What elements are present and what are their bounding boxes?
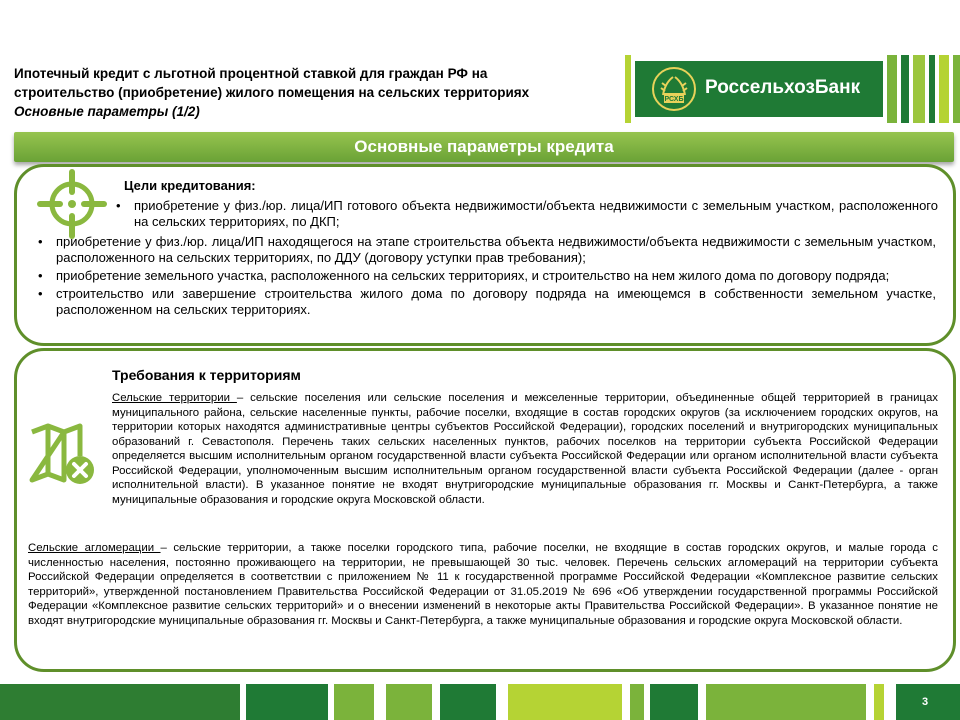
rural-territories-text: – сельские поселения или сельские поселения и межселенные территории, объединенные общей территорией в границах муниципального района, сельские населенные пункты, рабочие поселки, входящие в состав городских округов (за исключением городских округов, на территории которых находятся административные центры субъектов Российской Федерации), городских поселений и внутригородских муниципальных образований г. Севастополя. Перечень таких сельских населенных пунктов, рабочих поселков на территории субъекта Российской Федерации определяется высшим исполнительным органом государственной власти субъекта Российской Федерации или органом исполнительной власти субъекта Российской Федерации, уполномоченным высшим исполнительным органом государственной власти субъекта Российской Федерации (далее - орган исполнительной власти). В указанное понятие не входят внутригородские муниципальные образования гг. Москвы и Санкт-Петербурга, а также муниципальные образования и городские округа Московской области. (112, 392, 938, 506)
goal-item: • приобретение у физ./юр. лица/ИП готового объекта недвижимости/объекта недвижимости с земельным участком, расположенного на сельских территориях, по ДКП; (116, 198, 938, 230)
goal-item: • строительство или завершение строительства жилого дома по договору подряда на имеющемся в собственности земельном участке, расположенном на сельских территориях. (38, 286, 936, 318)
bank-logo (625, 55, 960, 123)
rural-territories-definition (112, 391, 938, 507)
title-line-2: строительство (приобретение) жилого помещения на сельских территориях (14, 85, 530, 100)
territories-title: Требования к территориям (112, 367, 301, 383)
slide-subtitle: Основные параметры (1/2) (14, 104, 200, 119)
map-cross-icon (26, 420, 98, 492)
goal-item: • приобретение земельного участка, расположенного на сельских территориях, и строительство на нем жилого дома по договору подряда; (38, 268, 936, 284)
footer-stripes (0, 684, 960, 720)
section-header-label: Основные параметры кредита (354, 137, 614, 156)
wheat-emblem-icon (651, 65, 697, 113)
section-header-bar (14, 132, 954, 162)
svg-text:РСХБ: РСХБ (664, 96, 684, 103)
rural-agglomerations-definition (28, 541, 938, 628)
target-crosshair-icon (36, 168, 108, 240)
page-number: 3 (921, 696, 929, 708)
rural-territories-term: Сельские территории (112, 392, 237, 404)
logo-panel (635, 61, 883, 117)
goals-title: Цели кредитования: (124, 178, 256, 193)
goals-list (116, 198, 938, 232)
slide-title (14, 64, 624, 121)
rural-agglomerations-term: Сельские агломерации (28, 542, 161, 554)
goal-item: • приобретение у физ./юр. лица/ИП находящегося на этапе строительства объекта недвижимости/объекта недвижимости с земельным участком, расположенного на сельских территориях, по ДДУ (договору уступки прав требования); (38, 234, 936, 266)
rural-agglomerations-text: – сельские территории, а также поселки городского типа, рабочие поселки, не входящие в состав городских округов, и малые города с численностью населения, постоянно проживающего на территории, не превышающей 30 тыс. человек. Перечень сельских агломераций на территории субъекта Российской Федерации определяется в соответствии с приложением № 11 к государственной программе Российской Федерации «Комплексное развитие сельских территорий», утвержденной постановлением Правительства Российской Федерации от 31.05.2019 № 696 «Об утверждении государственной программы Российской Федерации «Комплексное развитие сельских территорий» и о внесении изменений в некоторые акты Правительства Российской Федерации». В указанное понятие не входят внутригородские муниципальные образования гг. Москвы и Санкт-Петербурга, а также муниципальные образования и городские округа Московской области. (28, 542, 938, 627)
bank-name: РоссельхозБанк (705, 77, 861, 98)
goals-list-continued (38, 234, 936, 320)
title-line-1: Ипотечный кредит с льготной процентной ставкой для граждан РФ на (14, 66, 488, 81)
